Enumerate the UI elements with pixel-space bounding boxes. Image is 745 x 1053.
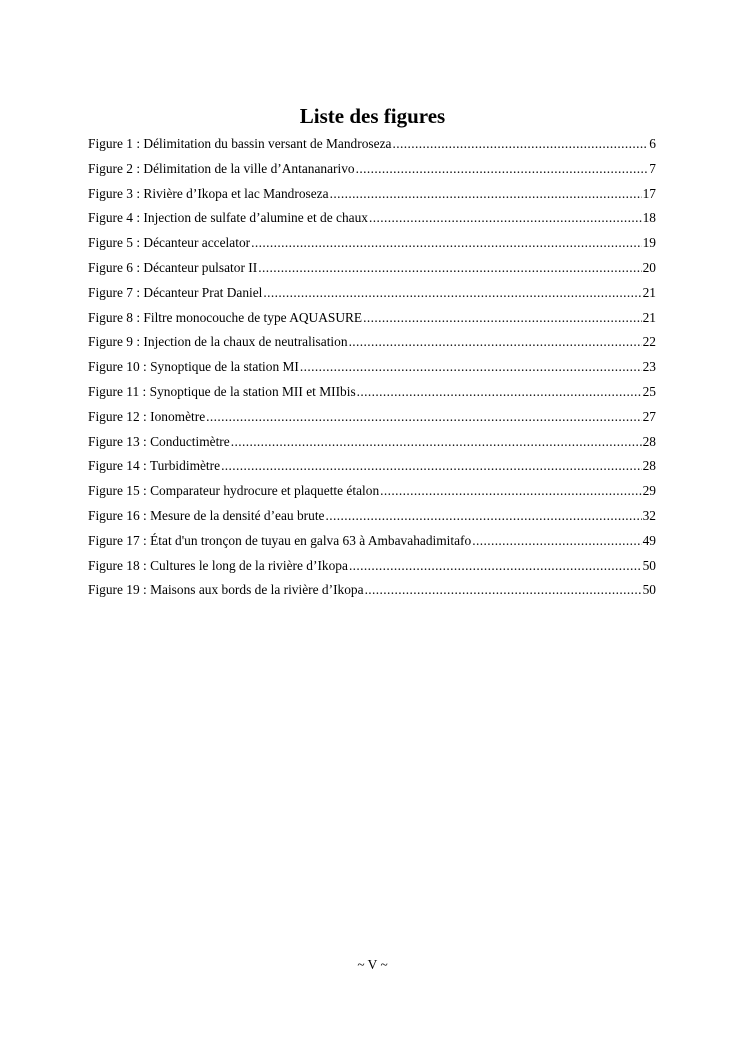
dot-leader	[206, 405, 641, 430]
figure-entry-label: Figure 5 : Décanteur accelator	[88, 235, 251, 251]
figure-entry-label: Figure 10 : Synoptique de la station MI	[88, 359, 299, 375]
figure-entry-page: 7	[649, 160, 656, 176]
figure-entry-page: 49	[642, 532, 656, 548]
figure-entry[interactable]	[88, 529, 656, 554]
dot-leader	[365, 578, 642, 603]
figure-entry[interactable]	[88, 256, 656, 281]
figure-entry-page: 18	[642, 210, 656, 226]
figure-entry-page: 21	[642, 284, 656, 300]
figure-entry-label: Figure 8 : Filtre monocouche de type AQUASURE	[88, 309, 363, 325]
dot-leader	[363, 306, 642, 331]
figure-entry[interactable]	[88, 157, 656, 182]
figure-entry[interactable]	[88, 355, 656, 380]
figure-entry-page: 28	[642, 433, 656, 449]
figure-entry-label: Figure 9 : Injection de la chaux de neutralisation	[88, 334, 348, 350]
dot-leader	[326, 504, 642, 529]
figure-entry[interactable]	[88, 182, 656, 207]
dot-leader	[300, 355, 642, 380]
dot-leader	[330, 182, 642, 207]
figure-entry[interactable]	[88, 405, 656, 430]
figure-entry-page: 17	[642, 185, 656, 201]
figure-entry-label: Figure 1 : Délimitation du bassin versant de Mandroseza	[88, 136, 392, 151]
figure-entry-page: 50	[642, 582, 656, 598]
dot-leader	[258, 256, 641, 281]
figure-entry-page: 23	[642, 359, 656, 375]
figure-entry-label: Figure 2 : Délimitation de la ville d’Antananarivo	[88, 160, 355, 176]
figure-entry[interactable]	[88, 454, 656, 479]
dot-leader	[369, 206, 642, 231]
figure-entry-page: 25	[642, 383, 656, 399]
dot-leader	[349, 330, 642, 355]
figure-entry[interactable]	[88, 479, 656, 504]
figure-entry-page: 50	[642, 557, 656, 573]
figure-list	[88, 132, 656, 603]
figure-entry-page: 6	[649, 136, 656, 151]
dot-leader	[263, 281, 641, 306]
figure-entry-label: Figure 16 : Mesure de la densité d’eau brute	[88, 507, 325, 523]
figure-entry[interactable]	[88, 504, 656, 529]
dot-leader	[221, 454, 642, 479]
dot-leader	[356, 157, 649, 182]
figure-entry-label: Figure 11 : Synoptique de la station MII et MIIbis	[88, 383, 356, 399]
figure-entry[interactable]	[88, 206, 656, 231]
figure-entry-page: 21	[642, 309, 656, 325]
figure-entry[interactable]	[88, 281, 656, 306]
figure-entry[interactable]	[88, 578, 656, 603]
figure-entry-label: Figure 7 : Décanteur Prat Daniel	[88, 284, 263, 300]
page-title: Liste des figures	[299, 104, 446, 129]
figure-entry-page: 32	[642, 507, 656, 523]
figure-entry-label: Figure 4 : Injection de sulfate d’alumine et de chaux	[88, 210, 368, 226]
figure-entry-label: Figure 17 : État d'un tronçon de tuyau en galva 63 à Ambavahadimitafo	[88, 532, 472, 548]
figure-entry[interactable]	[88, 554, 656, 579]
figure-entry-page: 27	[642, 408, 656, 424]
figure-entry-page: 28	[642, 458, 656, 474]
dot-leader	[251, 231, 642, 256]
dot-leader	[472, 529, 641, 554]
figure-entry-label: Figure 14 : Turbidimètre	[88, 458, 221, 474]
figure-entry[interactable]	[88, 306, 656, 331]
figure-entry-label: Figure 19 : Maisons aux bords de la rivière d’Ikopa	[88, 582, 364, 598]
figure-entry[interactable]	[88, 430, 656, 455]
figure-entry-label: Figure 12 : Ionomètre	[88, 408, 206, 424]
dot-leader	[231, 430, 642, 455]
figure-entry[interactable]	[88, 231, 656, 256]
dot-leader	[357, 380, 642, 405]
figure-entry[interactable]	[88, 380, 656, 405]
figure-entry-page: 22	[642, 334, 656, 350]
figure-entry-label: Figure 13 : Conductimètre	[88, 433, 230, 449]
dot-leader	[380, 479, 641, 504]
figure-entry-page: 29	[642, 483, 656, 499]
dot-leader	[392, 132, 648, 157]
figure-entry-page: 20	[642, 259, 656, 275]
dot-leader	[349, 554, 642, 579]
figure-entry[interactable]	[88, 132, 656, 157]
figure-entry[interactable]	[88, 330, 656, 355]
figure-entry-label: Figure 3 : Rivière d’Ikopa et lac Mandroseza	[88, 185, 329, 201]
figure-entry-label: Figure 18 : Cultures le long de la rivière d’Ikopa	[88, 557, 348, 573]
page-number: ~ V ~	[357, 957, 388, 972]
figure-entry-label: Figure 6 : Décanteur pulsator II	[88, 259, 258, 275]
figure-entry-label: Figure 15 : Comparateur hydrocure et plaquette étalon	[88, 483, 380, 499]
figure-entry-page: 19	[642, 235, 656, 251]
